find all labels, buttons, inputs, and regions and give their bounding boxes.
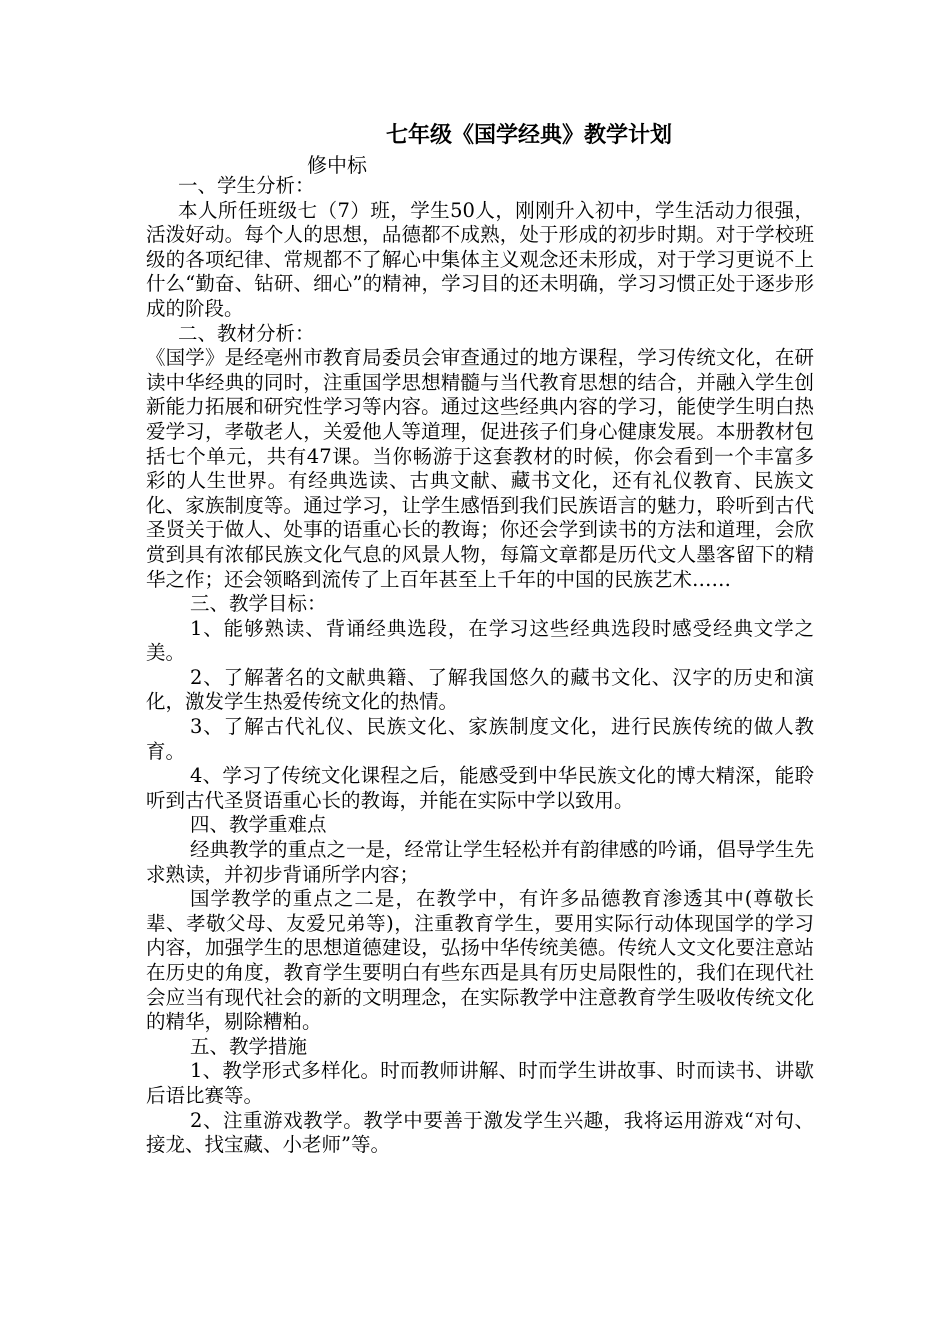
- list-item: 4、学习了传统文化课程之后，能感受到中华民族文化的博大精深，能聆听到古代圣贤语重心长的教诲，并能在实际中学以致用。: [146, 764, 814, 812]
- list-item: 经典教学的重点之一是，经常让学生轻松并有韵律感的吟诵，倡导学生先求熟读，并初步背诵所学内容；: [146, 838, 815, 886]
- section-heading-3: 三、教学目标：: [190, 592, 327, 616]
- section-heading-5: 五、教学措施: [190, 1034, 308, 1058]
- section-paragraph-2: 《国学》是经亳州市教育局委员会审查通过的地方课程，学习传统文化，在研读中华经典的同时，注重国学思想精髓与当代教育思想的结合，并融入学生创新能力拓展和研究性学习等内容。通过这些经典内容的学习，能使学生明白热爱学习，孝敬老人，关爱他人等道理，促进孩子们身心健康发展。本册教材包括七个单元，共有47课。当你畅游于这套教材的时候，你会看到一个丰富多彩的人生世界。有经典选读、古典文献、藏书文化，还有礼仪教育、民族文化、家族制度等。通过学习，让学生感悟到我们民族语言的魅力，聆听到古代圣贤关于做人、处事的语重心长的教诲；你还会学到读书的方法和道理，会欣赏到具有浓郁民族文化气息的风景人物，每篇文章都是历代文人墨客留下的精华之作；还会领略到流传了上百年甚至上千年的中国的民族艺术……: [146, 346, 814, 591]
- list-item: 1、教学形式多样化。时而教师讲解、时而学生讲故事、时而读书、讲歇后语比赛等。: [146, 1059, 814, 1107]
- list-item: 国学教学的重点之二是，在教学中，有许多品德教育渗透其中(尊敬长辈、孝敬父母、友爱兄弟等)，注重教育学生，要用实际行动体现国学的学习内容，加强学生的思想道德建设，弘扬中华传统美德。传统人文文化要注意站在历史的角度，教育学生要明白有些东西是具有历史局限性的，我们在现代社会应当有现代社会的新的文明理念，在实际教学中注意教育学生吸收传统文化的精华，剔除糟粕。: [146, 887, 814, 1034]
- list-item: 2、注重游戏教学。教学中要善于激发学生兴趣，我将运用游戏“对句、接龙、找宝藏、小老师”等。: [146, 1108, 814, 1157]
- section-paragraph-1: 本人所任班级七（7）班，学生50人，刚刚升入初中，学生活动力很强，活泼好动。每个人的思想，品德都不成熟，处于形成的初步时期。对于学校班级的各项纪律、常规都不了解心中集体主义观念还未形成，对于学习更说不上什么“勤奋、钻研、细心”的精神，学习目的还未明确，学习习惯正处于逐步形成的阶段。: [146, 198, 814, 320]
- list-item: 2、了解著名的文献典籍、了解我国悠久的藏书文化、汉字的历史和演化，激发学生热爱传统文化的热情。: [146, 665, 814, 714]
- list-item: 1、能够熟读、背诵经典选段，在学习这些经典选段时感受经典文学之美。: [146, 616, 814, 665]
- list-item: 3、了解古代礼仪、民族文化、家族制度文化，进行民族传统的做人教育。: [146, 715, 814, 763]
- section-heading-1: 一、学生分析：: [178, 174, 315, 197]
- author-name: 修中标: [307, 153, 367, 177]
- document-body: [146, 174, 814, 1158]
- section-heading-2: 二、教材分析：: [178, 321, 315, 345]
- section-heading-4: 四、教学重难点: [190, 813, 327, 837]
- document-title: 七年级《国学经典》教学计划: [385, 122, 672, 148]
